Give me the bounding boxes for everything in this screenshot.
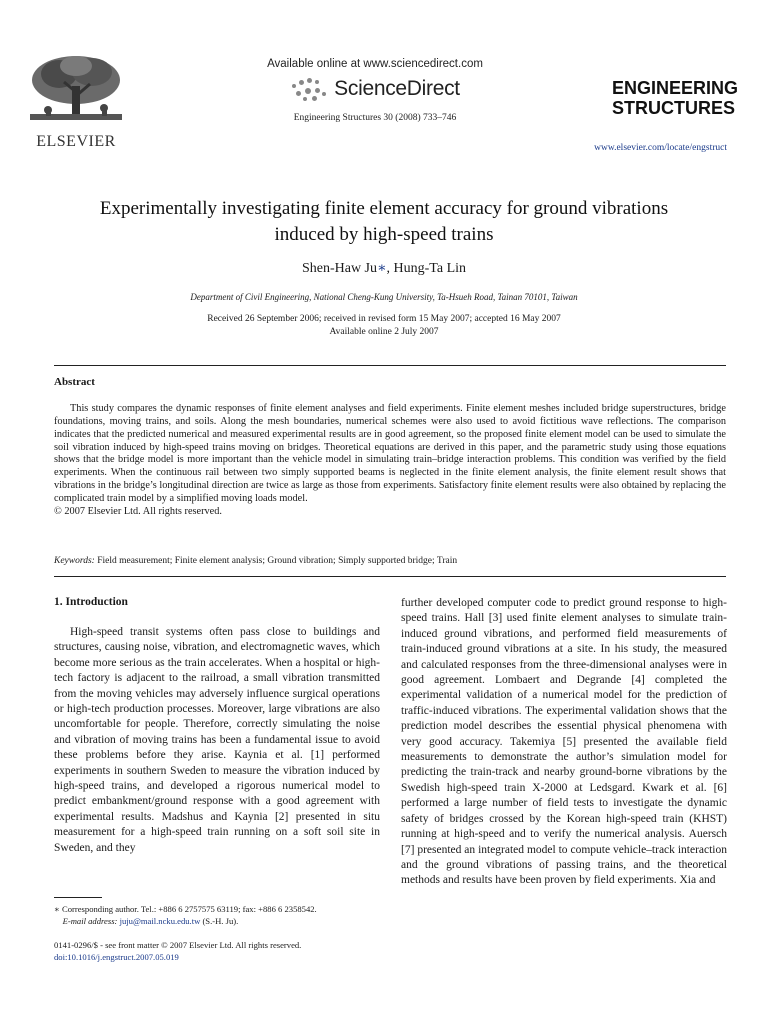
section-heading-introduction: 1. Introduction [54,596,128,608]
footnote-email-line [54,915,384,927]
issn-line: 0141-0296/$ - see front matter © 2007 Elsevier Ltd. All rights reserved. [54,940,302,950]
keywords-label: Keywords: [54,556,95,566]
journal-logo-line2: STRUCTURES [612,98,736,118]
abstract-bottom-rule [54,576,726,577]
author-2: , Hung-Ta Lin [386,261,467,276]
footnote-corresponding: ∗ Corresponding author. Tel.: +886 6 2757575 63119; fax: +886 6 2358542. [54,904,317,914]
article-title [40,196,728,248]
journal-url-link[interactable]: www.elsevier.com/locate/engstruct [594,143,727,153]
affiliation: Department of Civil Engineering, National Cheng-Kung University, Ta-Hsueh Road, Tainan 70101, Taiwan [190,292,578,302]
publisher-name: ELSEVIER [36,133,116,150]
intro-paragraph-1: High-speed transit systems often pass close to buildings and structures, causing noise, vibration, and electromagnetic waves, which become more serious as the train accelerates. When a hospital or high-tech factory is adjacent to the railroad, a small vibration transmitted from the moving vehicles may adversely influence surgical operations or high-tech production processes. Moreover, large vibrations are also uncomfortable for people. Therefore, correctly simulating the noise and vibration of moving trains has been a fundamental issue to avoid these problems before they arise. Kaynia et al. [1] performed experiments in southern Sweden to measure the vibration induced by high-speed trains, and developed a rigorous numerical model to predict embankment/ground response with a good agreement with experimental results. Madshus and Kaynia [2] presented in situ measurement for a high-speed train running on a soft soil site in Sweden, and they [54,626,380,854]
keywords [54,556,726,566]
received-dates: Received 26 September 2006; received in revised form 15 May 2007; accepted 16 May 2007 [207,314,561,324]
body-column-right [401,596,727,889]
body-column-left [54,625,380,856]
abstract-copyright: © 2007 Elsevier Ltd. All rights reserved. [54,505,222,517]
elsevier-tree-icon [24,52,128,126]
sciencedirect-wordmark: ScienceDirect [334,77,460,100]
corresponding-author-mark[interactable]: ∗ [377,261,387,276]
title-line-2: induced by high-speed trains [274,224,494,245]
abstract-body [54,403,726,519]
journal-logo-line1: ENGINEERING [612,78,739,98]
header-center [230,58,520,123]
doi-link[interactable]: doi:10.1016/j.engstruct.2007.05.019 [54,952,179,962]
front-matter [54,939,454,963]
footnote [54,903,384,927]
email-label: E-mail address: [62,916,118,926]
sciencedirect-logo [230,76,520,102]
journal-logo [612,78,739,118]
authors [40,260,728,277]
author-1: Shen-Haw Ju [301,261,377,276]
sciencedirect-dots-icon [290,76,330,102]
abstract-text: This study compares the dynamic responses of finite element analyses and field experiments. Finite element meshes included bridge superstructures, bridge foundations, moving trains, and soils. Along the mesh boundaries, numerical schemes were also used to avoid fictitious wave reflections. The comparison indicates that the predicted numerical and measured experimental results are in good agreement, so the proposed finite element model can be used to simulate the soil vibration induced by high-speed trains moving on bridges. Theoretical equations are derived in this paper, and the parametric study using those equations shows that the bridge model is more important than the vehicle model in simulating train–bridge interaction problems. This condition was verified by the field experiments. When the continuous rail between two simply supported beams is neglected in the finite element analysis, the finite element result shows that vibrations in the bridge’s longitudinal direction are twice as large as those from experiments. Satisfactory finite element results were also obtained by replacing the complicated train model by a simplified moving loads model. [54,403,726,504]
available-date: Available online 2 July 2007 [329,327,439,337]
keywords-list: Field measurement; Finite element analysis; Ground vibration; Simply supported bridge; Train [94,556,458,566]
email-link[interactable]: juju@mail.ncku.edu.tw [119,916,201,926]
email-suffix: (S.-H. Ju). [200,916,239,926]
journal-citation: Engineering Structures 30 (2008) 733–746 [293,113,457,123]
elsevier-logo [24,52,128,151]
intro-paragraph-2: further developed computer code to predict ground response to high-speed trains. Hall [3] used finite element analyses to simulate train-induced ground vibrations, and performed field measurements of train-induced ground vibrations at a site. In his study, the measured and calculated responses from the three-dimensional analyses were in good agreement. Lombaert and Degrande [4] completed the experimental validation of a numerical model for the prediction of traffic-induced vibrations. The experimental validation shows that the prediction model describes the essential physical phenomena with very good accuracy. Takemiya [5] presented the available field measurements to demonstrate the author’s simulation model for predicting the train-track and nearby ground-borne vibrations by the Swedish high-speed train X-2000 at Ledsgard. Kwark et al. [6] performed a large number of field tests to investigate the dynamic safety of bridges crossed by the Korean high-speed train (KHST) running at high-speed and to verify the numerical analysis. Auersch [7] presented an integrated model to compute vehicle–track interaction and the ground vibrations of passing trains, and the theoretical methods and results have been proven by field experiments. Xia and [401,597,727,887]
abstract-heading: Abstract [54,376,95,388]
article-dates [40,313,728,339]
available-online-text: Available online at www.sciencedirect.com [267,58,483,70]
abstract-top-rule [54,365,726,366]
title-line-1: Experimentally investigating finite element accuracy for ground vibrations [99,198,669,219]
footnote-rule [54,897,102,898]
